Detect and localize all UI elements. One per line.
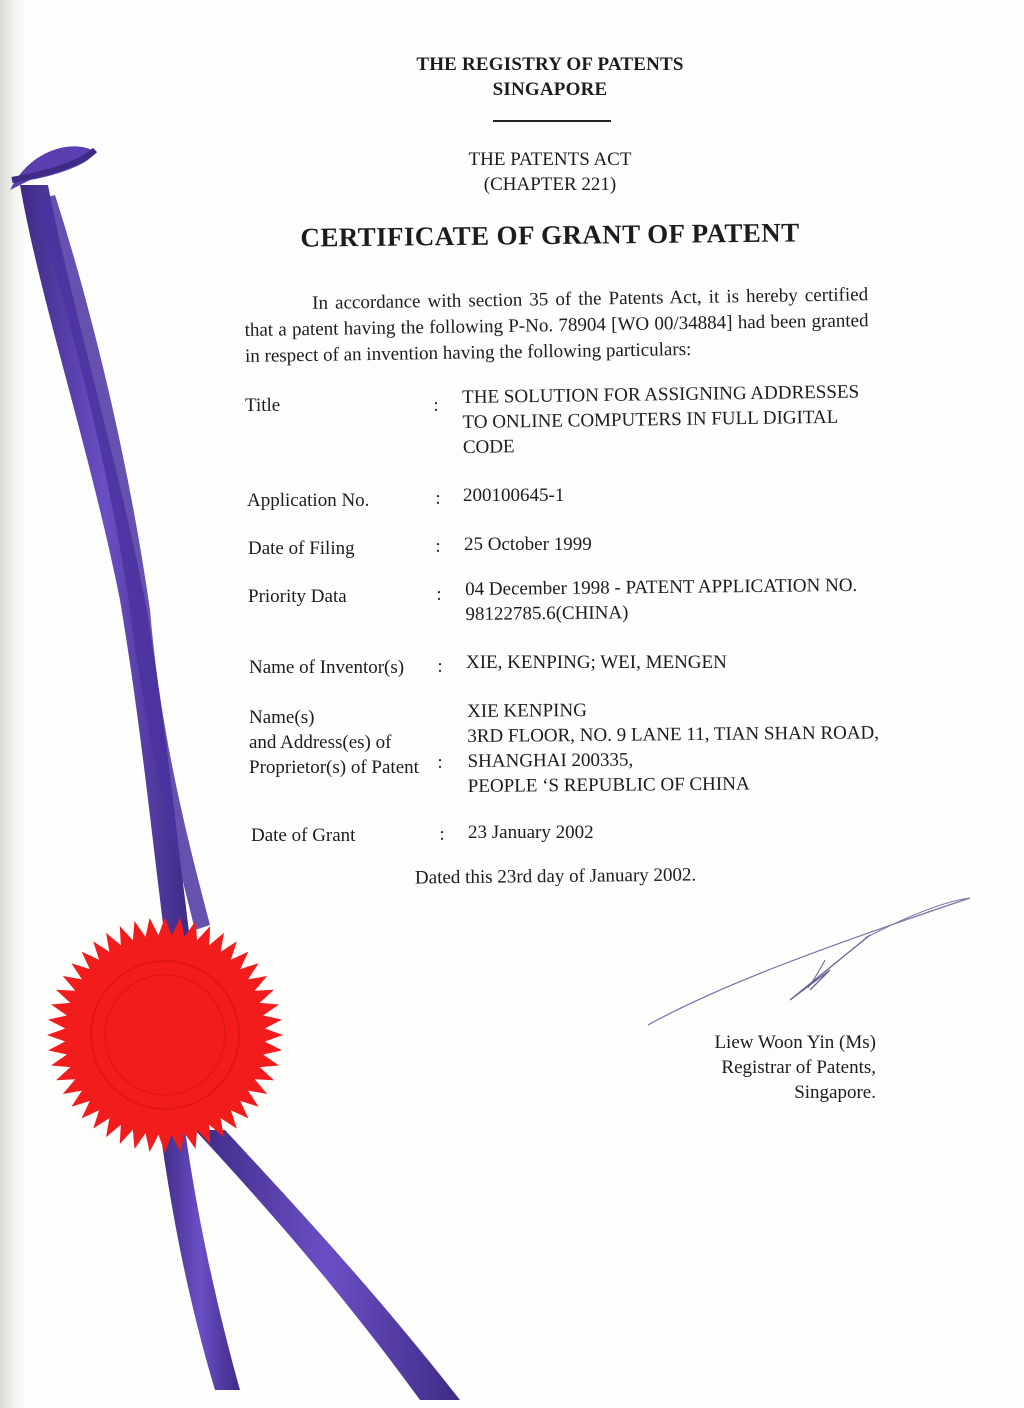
title-colon: : <box>433 395 439 416</box>
priority-data-label: Priority Data <box>248 586 347 607</box>
date-of-grant-value: 23 January 2002 <box>468 822 594 843</box>
date-of-filing-value: 25 October 1999 <box>464 534 592 555</box>
heading-divider <box>493 120 611 122</box>
inventors-value: XIE, KENPING; WEI, MENGEN <box>466 652 727 673</box>
act-name: THE PATENTS ACT <box>468 149 632 170</box>
date-of-grant-label: Date of Grant <box>251 825 356 846</box>
priority-data-colon: : <box>436 584 442 605</box>
proprietor-label: Name(s) and Address(es) of Proprietor(s) of Patent <box>249 707 419 778</box>
date-of-grant-colon: : <box>439 824 445 845</box>
inventors-label: Name of Inventor(s) <box>249 657 405 678</box>
registry-name: THE REGISTRY OF PATENTS <box>416 54 684 75</box>
title-value: THE SOLUTION FOR ASSIGNING ADDRESSES TO ONLINE COMPUTERS IN FULL DIGITAL CODE <box>462 381 860 458</box>
registrar-signature <box>640 890 980 1040</box>
inventors-colon: : <box>437 656 443 677</box>
date-of-filing-colon: : <box>435 536 441 557</box>
act-chapter: (CHAPTER 221) <box>483 174 617 195</box>
application-no-colon: : <box>435 488 441 509</box>
application-no-label: Application No. <box>247 490 370 511</box>
date-of-filing-label: Date of Filing <box>248 538 355 559</box>
seal-body <box>47 917 283 1153</box>
registry-country: SINGAPORE <box>492 79 608 100</box>
application-no-value: 200100645-1 <box>463 485 565 506</box>
title-label: Title <box>245 395 281 416</box>
certificate-title: CERTIFICATE OF GRANT OF PATENT <box>300 217 800 253</box>
proprietor-colon: : <box>437 752 443 773</box>
ribbon-decoration <box>0 0 500 1408</box>
intro-paragraph: In accordance with section 35 of the Patents Act, it is hereby certified that a patent having the following P-No. 78904 [WO 00/34884] had been granted in respect of an invention having the following particulars: <box>244 284 869 367</box>
priority-data-value: 04 December 1998 - PATENT APPLICATION NO. 98122785.6(CHINA) <box>465 574 858 625</box>
registrar-block: Liew Woon Yin (Ms) Registrar of Patents, Singapore. <box>714 1032 876 1103</box>
proprietor-value: XIE KENPING 3RD FLOOR, NO. 9 LANE 11, TIAN SHAN ROAD, SHANGHAI 200335, PEOPLE ‘S REPUBLIC OF CHINA <box>467 699 880 797</box>
dated-line: Dated this 23rd day of January 2002. <box>414 864 697 889</box>
red-wax-seal <box>40 910 290 1160</box>
